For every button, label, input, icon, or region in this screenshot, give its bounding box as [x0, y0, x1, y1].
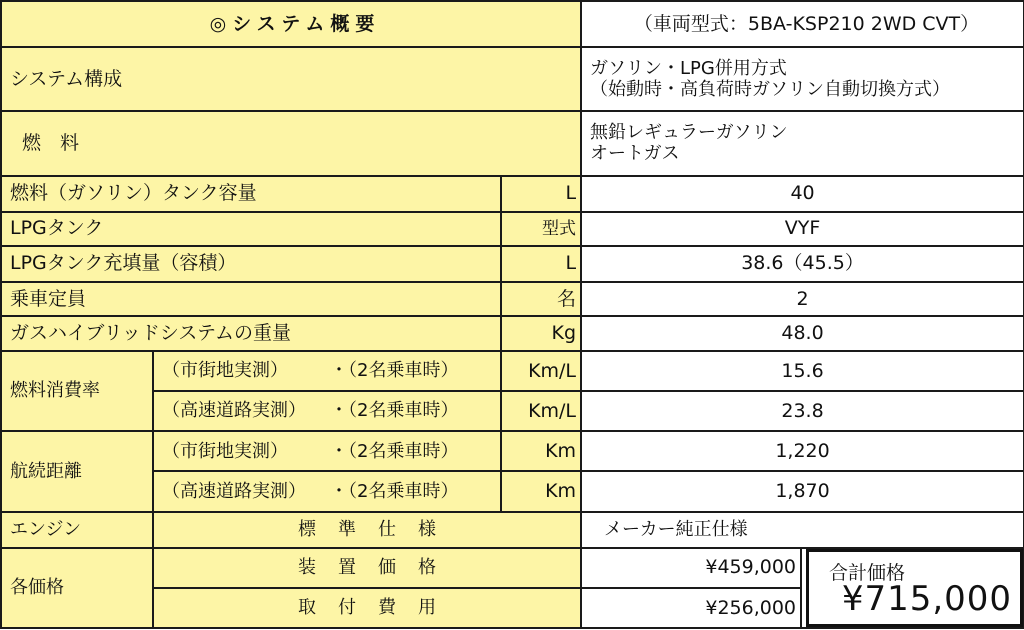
row-lpg-fill	[1, 246, 1024, 282]
header-row	[1, 1, 1024, 47]
row-tank	[1, 176, 1024, 212]
row-weight	[1, 316, 1024, 351]
row-consumption-city	[1, 351, 1024, 391]
total-price-value: ¥715,000	[841, 579, 1013, 620]
engine-label: エンジン	[1, 512, 153, 548]
system-value-line1: ガソリン・LPG併用方式	[590, 57, 787, 79]
consumption-hwy-b: ・（2名乗車時）	[330, 400, 459, 422]
fuel-label: 燃 料	[1, 111, 581, 175]
prices-label: 各価格	[1, 548, 153, 628]
row-capacity	[1, 282, 1024, 316]
row-range-hwy	[1, 471, 1024, 511]
system-value-line2: （始動時・高負荷時ガソリン自動切換方式）	[590, 79, 951, 101]
consumption-hwy-value: 23.8	[581, 391, 1024, 431]
consumption-hwy-unit: Km/L	[501, 391, 581, 431]
device-price-label: 装置価格	[153, 548, 581, 588]
weight-unit: Kg	[501, 316, 581, 351]
engine-spec: 標準仕様	[153, 512, 581, 548]
capacity-label: 乗車定員	[1, 282, 501, 316]
total-price-label: 合計価格	[829, 561, 906, 584]
total-price-cell	[801, 548, 1024, 628]
lpg-tank-value: VYF	[581, 212, 1024, 246]
row-lpg-tank	[1, 212, 1024, 246]
consumption-city-value: 15.6	[581, 351, 1024, 391]
range-hwy-condition	[153, 471, 501, 511]
tank-unit: L	[501, 176, 581, 212]
weight-value: 48.0	[581, 316, 1024, 351]
lpg-tank-unit: 型式	[501, 212, 581, 246]
capacity-value: 2	[581, 282, 1024, 316]
engine-value: メーカー純正仕様	[581, 512, 1024, 548]
lpg-fill-unit: L	[501, 246, 581, 282]
row-range-city	[1, 431, 1024, 471]
consumption-city-unit: Km/L	[501, 351, 581, 391]
consumption-city-a: （市街地実測）	[162, 360, 288, 382]
consumption-hwy-condition	[153, 391, 501, 431]
range-hwy-unit: Km	[501, 471, 581, 511]
install-price-value: ¥256,000	[581, 588, 801, 628]
range-hwy-b: ・（2名乗車時）	[330, 480, 459, 502]
range-city-unit: Km	[501, 431, 581, 471]
range-label: 航続距離	[1, 431, 153, 511]
row-fuel	[1, 111, 1024, 175]
range-city-b: ・（2名乗車時）	[330, 440, 459, 462]
range-hwy-a: （高速道路実測）	[162, 480, 306, 502]
install-price-label: 取付費用	[153, 588, 581, 628]
fuel-value-line2: オートガス	[590, 143, 680, 165]
consumption-city-condition	[153, 351, 501, 391]
lpg-tank-label: LPGタンク	[1, 212, 501, 246]
range-city-value: 1,220	[581, 431, 1024, 471]
lpg-fill-value: 38.6（45.5）	[581, 246, 1024, 282]
range-city-a: （市街地実測）	[162, 440, 288, 462]
lpg-fill-label: LPGタンク充填量（容積）	[1, 246, 501, 282]
fuel-value-line1: 無鉛レギュラーガソリン	[590, 121, 788, 143]
device-price-value: ¥459,000	[581, 548, 801, 588]
vehicle-model: （車両型式：5BA-KSP210 2WD CVT）	[581, 1, 1024, 47]
row-system	[1, 47, 1024, 111]
capacity-unit: 名	[501, 282, 581, 316]
consumption-hwy-a: （高速道路実測）	[162, 400, 306, 422]
table-title: ◎システム概要	[1, 1, 581, 47]
tank-value: 40	[581, 176, 1024, 212]
range-hwy-value: 1,870	[581, 471, 1024, 511]
row-consumption-hwy	[1, 391, 1024, 431]
range-city-condition	[153, 431, 501, 471]
weight-label: ガスハイブリッドシステムの重量	[1, 316, 501, 351]
system-label: システム構成	[1, 47, 581, 111]
tank-label: 燃料（ガソリン）タンク容量	[1, 176, 501, 212]
row-engine	[1, 512, 1024, 548]
consumption-label: 燃料消費率	[1, 351, 153, 431]
total-price-box	[806, 549, 1023, 627]
row-price-device	[1, 548, 1024, 588]
consumption-city-b: ・（2名乗車時）	[330, 360, 459, 382]
